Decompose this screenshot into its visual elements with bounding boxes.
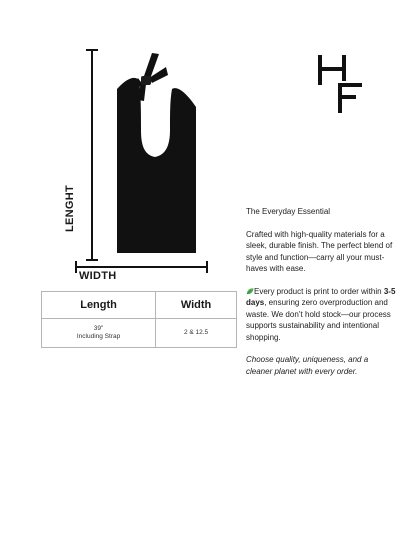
- size-table: [41, 291, 237, 348]
- width-dimension-label: WIDTH: [79, 270, 117, 282]
- length-measure-cap-bottom: [86, 259, 98, 261]
- brand-logo: [314, 53, 366, 115]
- sustainability-paragraph: Every product is print to order within 3-5 days, ensuring zero overproduction and waste. We don’t hold stock—our process supports sustainability and intentional shopping.: [246, 286, 396, 342]
- closing-paragraph: Choose quality, uniqueness, and a cleaner planet with every order.: [246, 355, 369, 376]
- length-dimension-label: LENGHT: [64, 184, 76, 232]
- product-description: [246, 206, 396, 388]
- bag-image: [108, 45, 203, 260]
- width-measure-cap-right: [206, 261, 208, 273]
- length-value-note: Including Strap: [76, 333, 121, 340]
- width-measure-line: [76, 266, 207, 268]
- length-measure-line: [91, 50, 93, 260]
- quality-paragraph: Crafted with high-quality materials for a sleek, durable finish. The perfect blend of style and function—carry all your must-haves with ease.: [246, 229, 393, 273]
- length-value-cell: [42, 319, 156, 348]
- leaf-icon: [246, 288, 254, 295]
- length-header: Length: [42, 292, 156, 319]
- length-value: 39": [93, 325, 104, 332]
- width-value: 2 & 12.5: [156, 319, 237, 348]
- product-title: The Everyday Essential: [246, 207, 331, 216]
- width-header: Width: [156, 292, 237, 319]
